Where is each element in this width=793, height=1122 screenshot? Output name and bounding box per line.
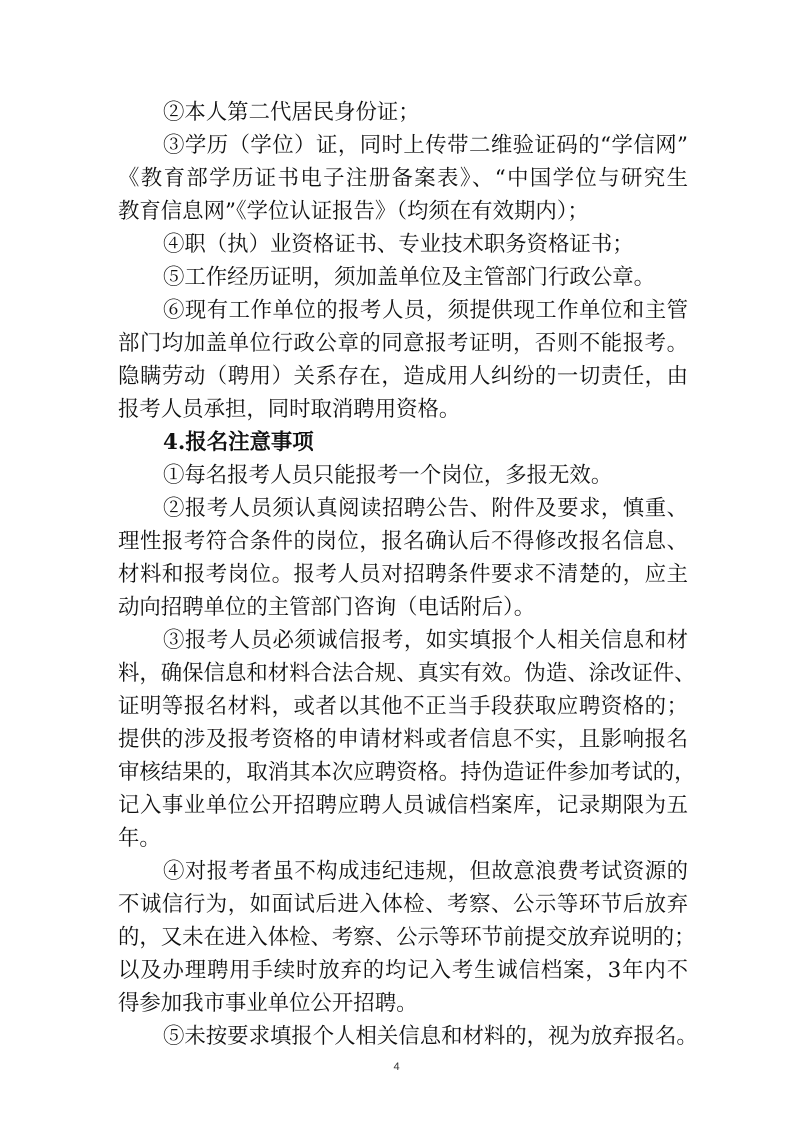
text-line: ④职（执）业资格证书、专业技术职务资格证书；	[163, 232, 634, 257]
section-heading: 4.报名注意事项	[163, 430, 314, 455]
text-line: ③学历（学位）证，同时上传带二维验证码的“学信网”	[163, 133, 688, 158]
text-line: 教育信息网”《学位认证报告》（均须在有效期内）；	[118, 199, 589, 224]
text-line: 年。	[118, 826, 161, 851]
text-line: 部门均加盖单位行政公章的同意报考证明，否则不能报考。	[118, 331, 688, 356]
text-line: 提供的涉及报考资格的申请材料或者信息不实，且影响报名	[118, 727, 688, 752]
text-line: 《教育部学历证书电子注册备案表》、“中国学位与研究生	[118, 166, 688, 191]
text-line: 记入事业单位公开招聘应聘人员诚信档案库，记录期限为五	[118, 793, 688, 818]
text-line: 得参加我市事业单位公开招聘。	[118, 991, 418, 1016]
text-line: 报考人员承担，同时取消聘用资格。	[118, 397, 461, 422]
text-line: ④对报考者虽不构成违纪违规，但故意浪费考试资源的	[163, 859, 688, 884]
page-number: 4	[393, 1061, 400, 1073]
text-line: 的，又未在进入体检、考察、公示等环节前提交放弃说明的；	[118, 925, 696, 950]
text-line: ⑤工作经历证明，须加盖单位及主管部门行政公章。	[163, 265, 655, 290]
text-line: 以及办理聘用手续时放弃的均记入考生诚信档案，3年内不	[118, 958, 688, 983]
text-line: 隐瞒劳动（聘用）关系存在，造成用人纠纷的一切责任，由	[118, 364, 688, 389]
text-line: 证明等报名材料，或者以其他不正当手段获取应聘资格的；	[118, 694, 688, 719]
text-line: ③报考人员必须诚信报考，如实填报个人相关信息和材	[163, 628, 688, 653]
text-line: 审核结果的，取消其本次应聘资格。持伪造证件参加考试的，	[118, 760, 696, 785]
text-line: ①每名报考人员只能报考一个岗位，多报无效。	[163, 463, 613, 488]
text-line: 动向招聘单位的主管部门咨询（电话附后）。	[118, 595, 536, 620]
text-line: 材料和报考岗位。报考人员对招聘条件要求不清楚的，应主	[118, 562, 688, 587]
text-line: ②报考人员须认真阅读招聘公告、附件及要求，慎重、	[163, 496, 688, 521]
text-line: ⑥现有工作单位的报考人员，须提供现工作单位和主管	[163, 298, 688, 323]
text-line: 料，确保信息和材料合法合规、真实有效。伪造、涂改证件、	[118, 661, 696, 686]
text-line: ②本人第二代居民身份证；	[163, 100, 420, 125]
text-line: ⑤未按要求填报个人相关信息和材料的，视为放弃报名。	[163, 1024, 698, 1049]
text-line: 不诚信行为，如面试后进入体检、考察、公示等环节后放弃	[118, 892, 688, 917]
text-line: 理性报考符合条件的岗位，报名确认后不得修改报名信息、	[118, 529, 688, 554]
